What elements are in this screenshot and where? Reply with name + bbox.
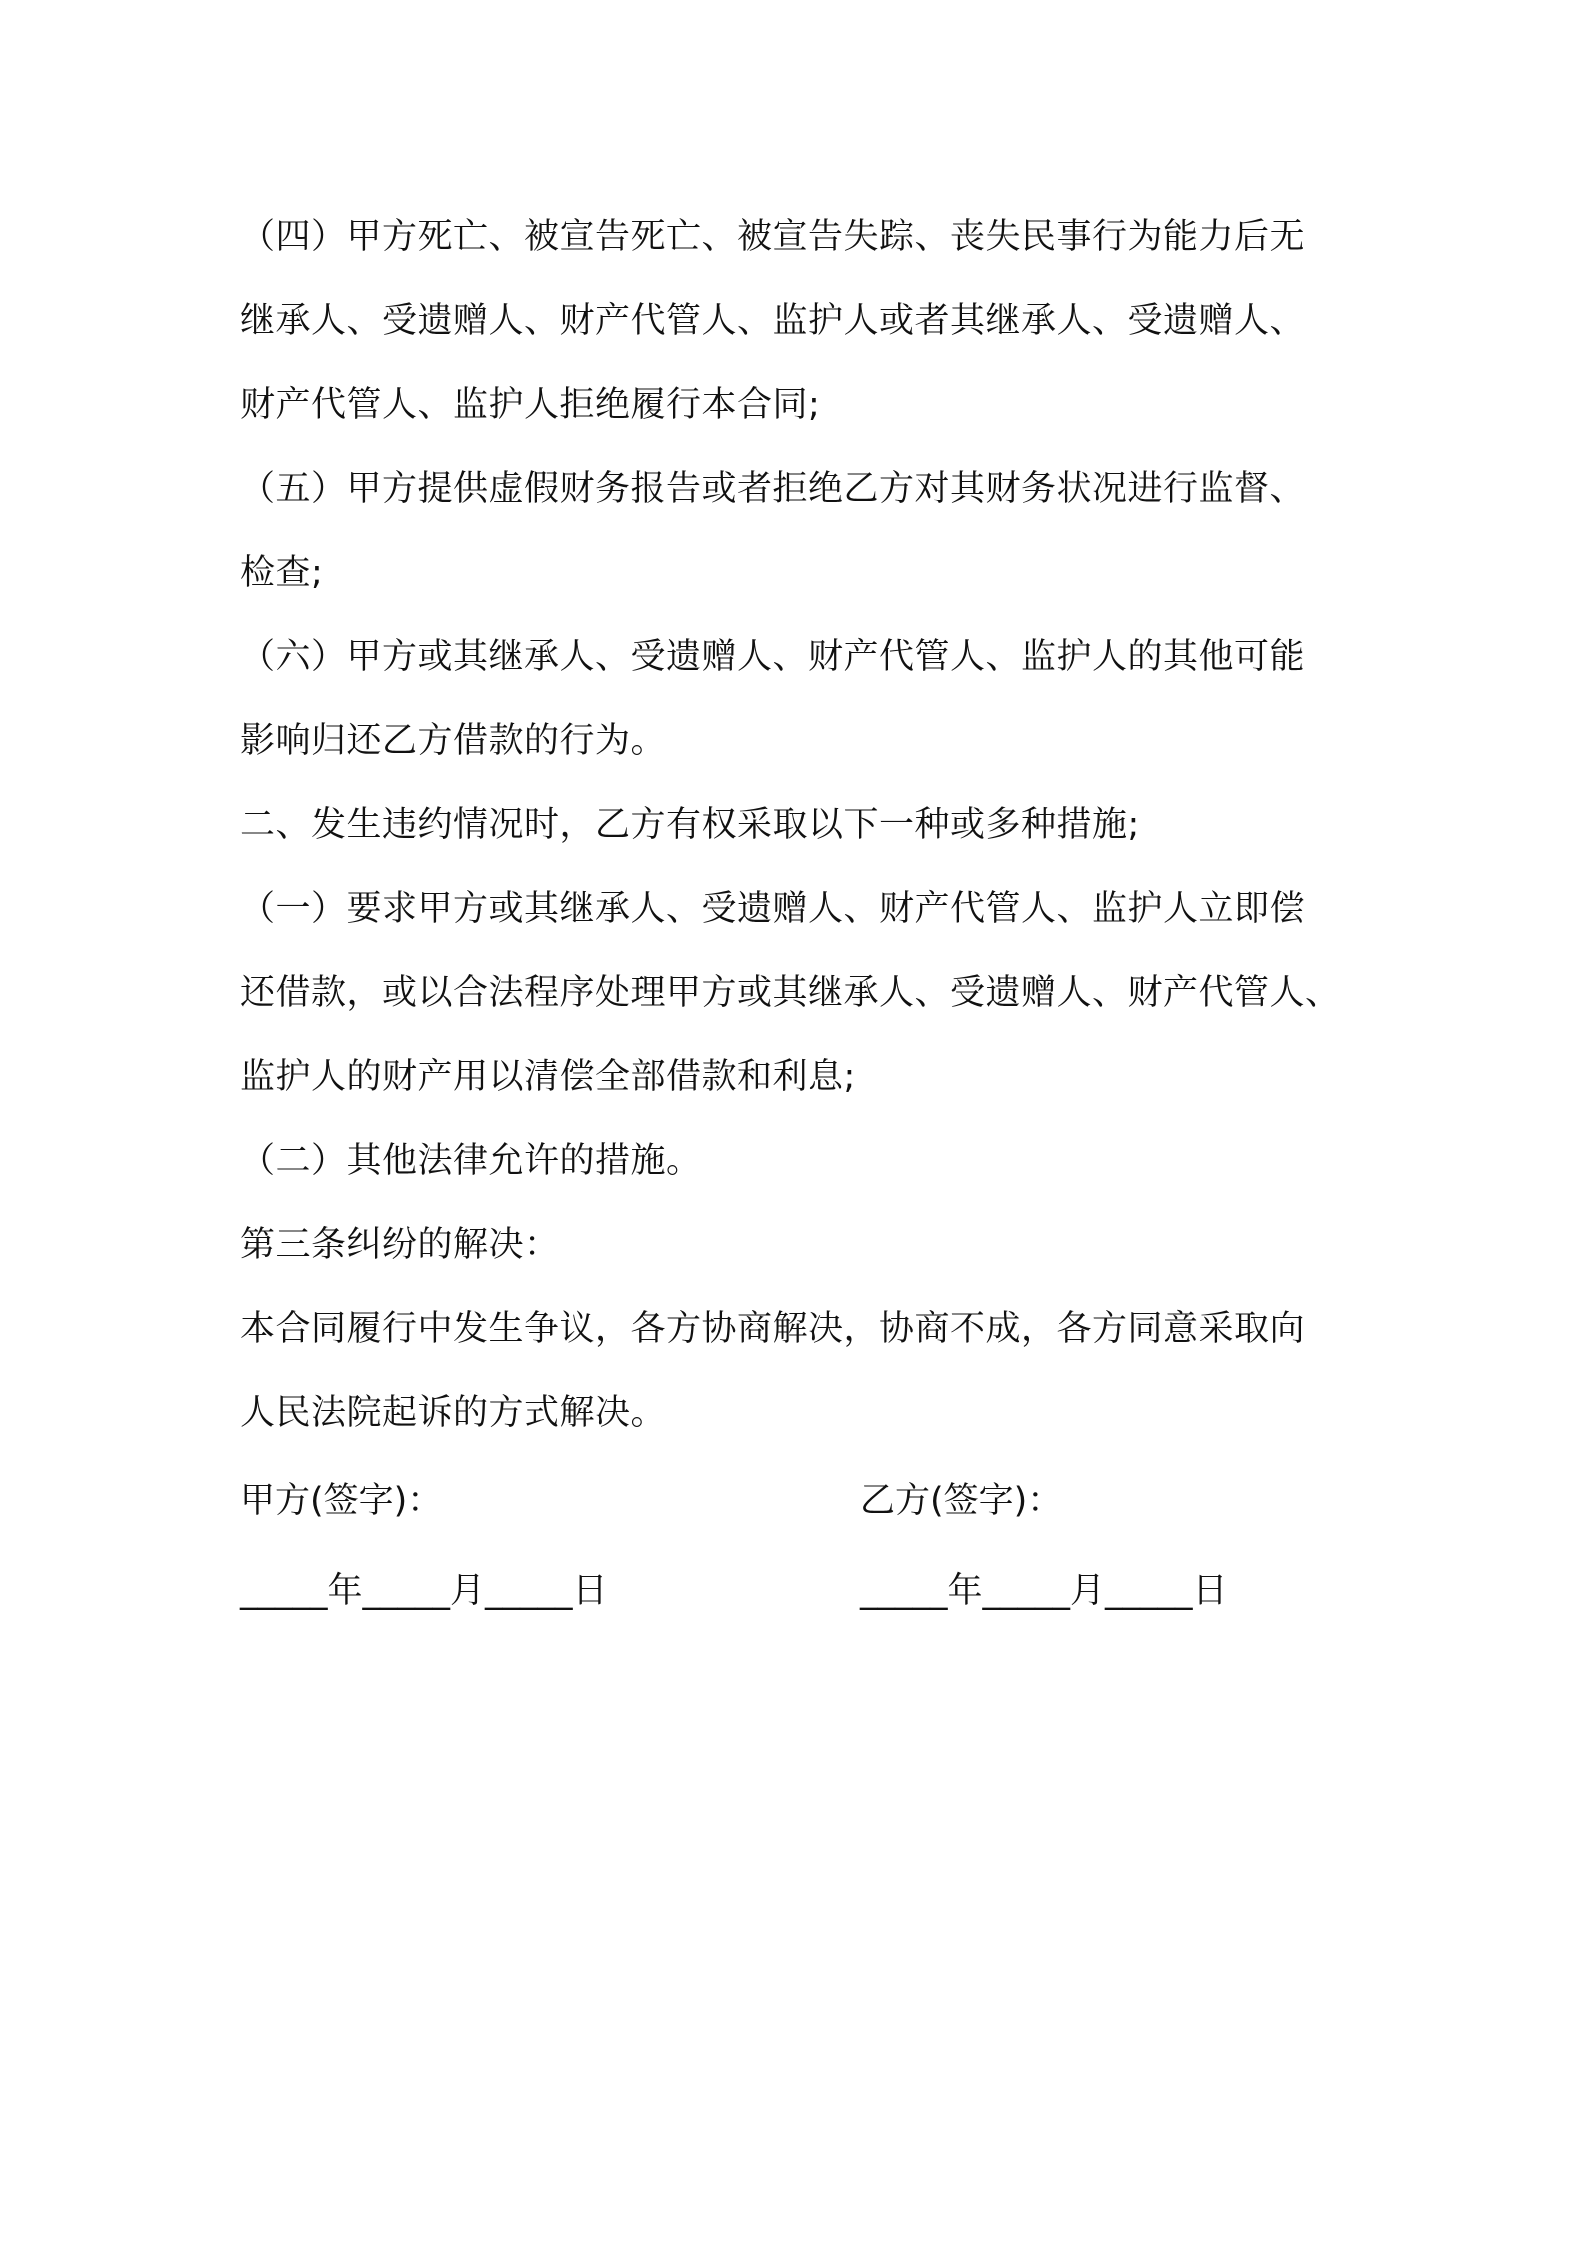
party-a-date-field: _____年_____月_____日 (240, 1571, 608, 1611)
measure-1-line-2: 还借款，或以合法程序处理甲方或其继承人、受遗赠人、财产代管人、 (240, 973, 1341, 1013)
date-row (240, 1549, 1350, 1633)
party-a-signature-label: 甲方(签字)： (240, 1481, 443, 1521)
dispute-resolution-line-2: 人民法院起诉的方式解决。 (240, 1393, 667, 1433)
clause-4-line-2: 继承人、受遗赠人、财产代管人、监护人或者其继承人、受遗赠人、 (240, 301, 1306, 341)
document-body (240, 195, 1350, 1633)
clause-5-line-1: （五）甲方提供虚假财务报告或者拒绝乙方对其财务状况进行监督、 (240, 469, 1306, 509)
signature-row (240, 1459, 1350, 1543)
section-2-heading: 二、发生违约情况时，乙方有权采取以下一种或多种措施; (240, 805, 1140, 845)
measure-2-line: （二）其他法律允许的措施。 (240, 1141, 702, 1181)
clause-5-line-2: 检查; (240, 553, 324, 593)
party-b-signature-label: 乙方(签字)： (860, 1481, 1063, 1521)
measure-1-line-1: （一）要求甲方或其继承人、受遗赠人、财产代管人、监护人立即偿 (240, 889, 1306, 929)
measure-1-line-3: 监护人的财产用以清偿全部借款和利息; (240, 1057, 856, 1097)
article-3-heading: 第三条纠纷的解决： (240, 1225, 560, 1265)
party-b-date-field: _____年_____月_____日 (860, 1571, 1228, 1611)
clause-4-line-1: （四）甲方死亡、被宣告死亡、被宣告失踪、丧失民事行为能力后无 (240, 217, 1306, 257)
clause-6-line-2: 影响归还乙方借款的行为。 (240, 721, 667, 761)
dispute-resolution-line-1: 本合同履行中发生争议，各方协商解决，协商不成，各方同意采取向 (240, 1309, 1306, 1349)
clause-6-line-1: （六）甲方或其继承人、受遗赠人、财产代管人、监护人的其他可能 (240, 637, 1306, 677)
clause-4-line-3: 财产代管人、监护人拒绝履行本合同; (240, 385, 821, 425)
